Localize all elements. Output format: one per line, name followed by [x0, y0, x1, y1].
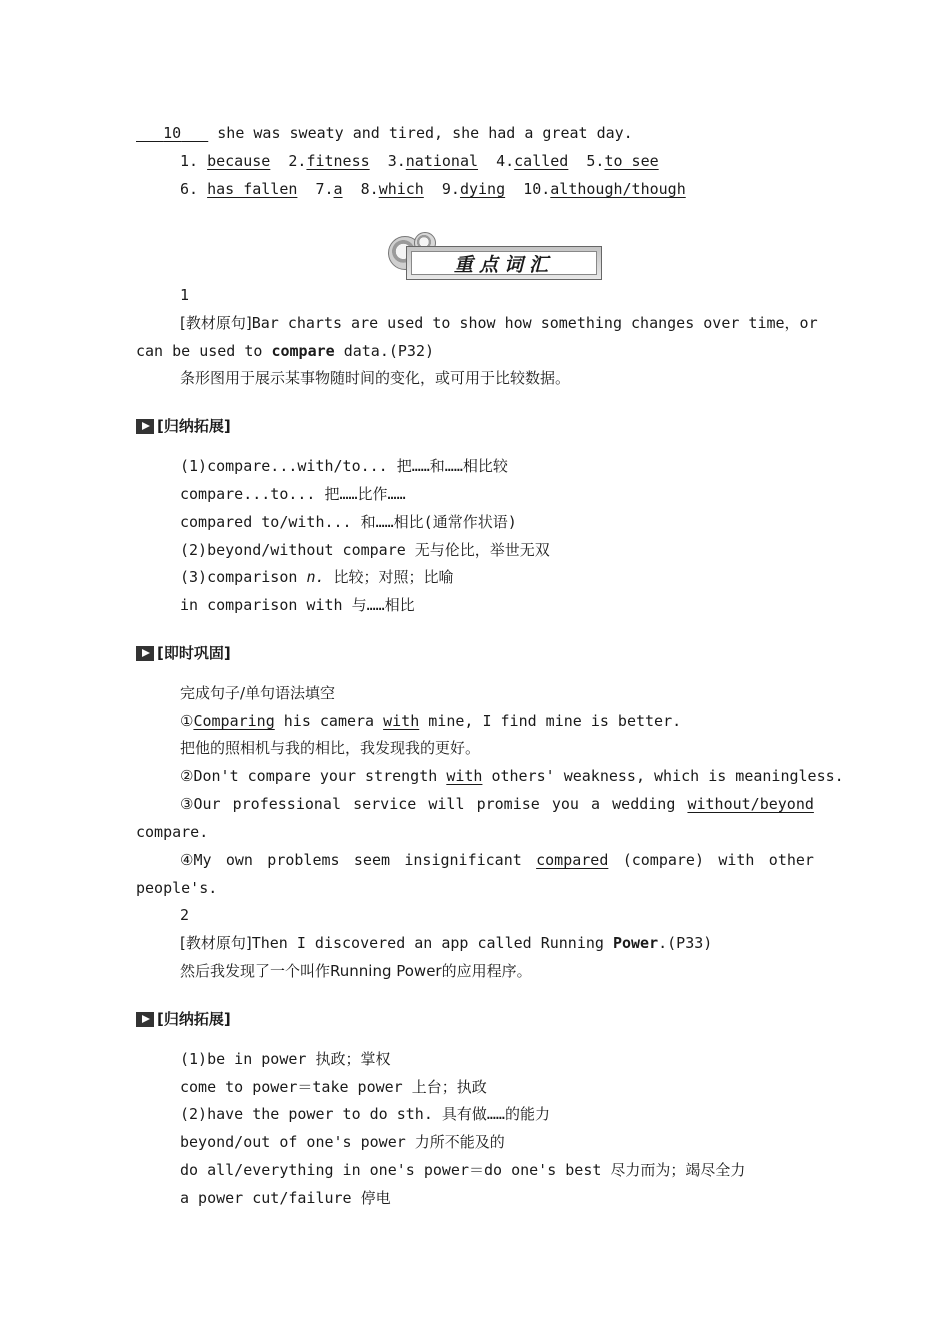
answer-word: although/though — [550, 180, 686, 198]
answer-row-1 — [180, 151, 659, 171]
source-text: Bar charts are used to show how something changes over time，or — [251, 314, 818, 332]
play-icon — [136, 1012, 154, 1027]
expand-line: (2)have the power to do sth. 具有做……的能力 — [180, 1105, 550, 1123]
question-word: other — [768, 851, 814, 869]
answer-num: 3. — [387, 152, 406, 170]
answer-word: has fallen — [207, 180, 298, 198]
question-word: you — [551, 795, 579, 813]
source-tag: [教材原句] — [180, 314, 252, 332]
banner-bar — [406, 246, 602, 280]
source-text: .(P33) — [658, 934, 713, 952]
translation: 然后我发现了一个叫作Running Power的应用程序。 — [180, 962, 532, 980]
answer-num: 2. — [288, 152, 307, 170]
source-sentence-line1 — [180, 313, 818, 333]
question-3 — [180, 794, 814, 814]
keyword: compare — [271, 342, 335, 360]
question-3-cont: compare. — [136, 823, 209, 841]
question-word: insignificant — [404, 851, 522, 869]
banner-title: 重点词汇 — [453, 253, 554, 276]
answer-num: 5. — [586, 152, 605, 170]
question-text: his camera — [274, 712, 384, 730]
play-icon — [136, 419, 154, 434]
source-sentence — [180, 933, 712, 953]
answer-num: 4. — [496, 152, 515, 170]
translation: 条形图用于展示某事物随时间的变化，或可用于比较数据。 — [180, 369, 571, 387]
question-word: wedding — [612, 795, 676, 813]
question-word: problems — [267, 851, 340, 869]
item-number: 1 — [180, 286, 190, 304]
section-title: [即时巩固] — [157, 644, 231, 662]
expand-line: in comparison with 与……相比 — [180, 596, 415, 614]
answer-word: a — [333, 180, 343, 198]
question-4-cont: people's. — [136, 879, 218, 897]
blank-sentence — [136, 123, 633, 143]
question-word: seem — [353, 851, 391, 869]
question-text: ②Don't compare your strength — [180, 767, 447, 785]
question-word: with — [718, 851, 755, 869]
section-heading — [136, 643, 231, 663]
question-marker: ① — [180, 712, 194, 730]
question-word: ④My — [180, 851, 212, 869]
part-of-speech: n. — [306, 568, 325, 586]
question-word: will — [428, 795, 465, 813]
keyword: Power — [612, 934, 659, 952]
expand-line: (1)compare...with/to... 把……和……相比较 — [180, 457, 508, 475]
question-1 — [180, 711, 681, 731]
answer-word: fitness — [306, 152, 370, 170]
expand-line: do all/everything in one's power＝do one's best 尽力而为；竭尽全力 — [180, 1161, 746, 1179]
practice-intro: 完成句子/单句语法填空 — [180, 684, 336, 702]
answer-blank: with — [383, 712, 420, 730]
section-title: [归纳拓展] — [157, 417, 231, 435]
expand-line: compared to/with... 和……相比(通常作状语) — [180, 513, 517, 531]
answer-blank: compared — [536, 851, 609, 869]
question-2 — [180, 766, 844, 786]
answer-word: to see — [604, 152, 659, 170]
expand-text: (3)comparison — [180, 568, 307, 586]
expand-line: compare...to... 把……比作…… — [180, 485, 406, 503]
answer-blank: without/beyond — [687, 795, 814, 813]
play-icon — [136, 646, 154, 661]
answer-word: national — [405, 152, 479, 170]
answer-blank: Comparing — [193, 712, 275, 730]
answer-num: 1. — [180, 152, 199, 170]
question-word: professional — [232, 795, 341, 813]
answer-num: 7. — [315, 180, 334, 198]
question-word: promise — [476, 795, 540, 813]
question-word: service — [353, 795, 417, 813]
answer-num: 10. — [523, 180, 551, 198]
section-heading — [136, 416, 231, 436]
answer-word: called — [514, 152, 569, 170]
answer-word: which — [378, 180, 424, 198]
expand-line: a power cut/failure 停电 — [180, 1189, 391, 1207]
sentence-text: she was sweaty and tired, she had a great day. — [208, 124, 633, 142]
question-1-translation: 把他的照相机与我的相比，我发现我的更好。 — [180, 739, 481, 757]
question-word: (compare) — [622, 851, 704, 869]
answer-num: 6. — [180, 180, 199, 198]
expand-line: come to power＝take power 上台；执政 — [180, 1078, 487, 1096]
source-tag: [教材原句] — [180, 934, 252, 952]
answer-word: dying — [459, 180, 506, 198]
source-text: can be used to — [136, 342, 272, 360]
source-sentence-line2 — [136, 341, 434, 361]
section-heading — [136, 1009, 231, 1029]
expand-text: 比较；对照；比喻 — [324, 568, 454, 586]
section-banner — [388, 232, 604, 282]
answer-num: 8. — [360, 180, 379, 198]
question-word: a — [591, 795, 601, 813]
source-text: Then I discovered an app called Running — [251, 934, 613, 952]
question-text: mine, I find mine is better. — [419, 712, 682, 730]
answer-word: because — [207, 152, 271, 170]
section-title: [归纳拓展] — [157, 1010, 231, 1028]
item-number: 2 — [180, 906, 190, 924]
expand-line — [180, 567, 454, 587]
question-text: others' weakness, which is meaningless. — [482, 767, 844, 785]
expand-line: (1)be in power 执政；掌权 — [180, 1050, 391, 1068]
question-word: own — [225, 851, 253, 869]
question-word: ③Our — [180, 795, 221, 813]
source-text: data.(P32) — [334, 342, 435, 360]
answer-blank: with — [446, 767, 483, 785]
expand-line: beyond/out of one's power 力所不能及的 — [180, 1133, 505, 1151]
answer-row-2 — [180, 179, 686, 199]
question-4 — [180, 850, 814, 870]
blank-number: 10 — [163, 124, 182, 142]
expand-line: (2)beyond/without compare 无与伦比，举世无双 — [180, 541, 550, 559]
answer-num: 9. — [441, 180, 460, 198]
